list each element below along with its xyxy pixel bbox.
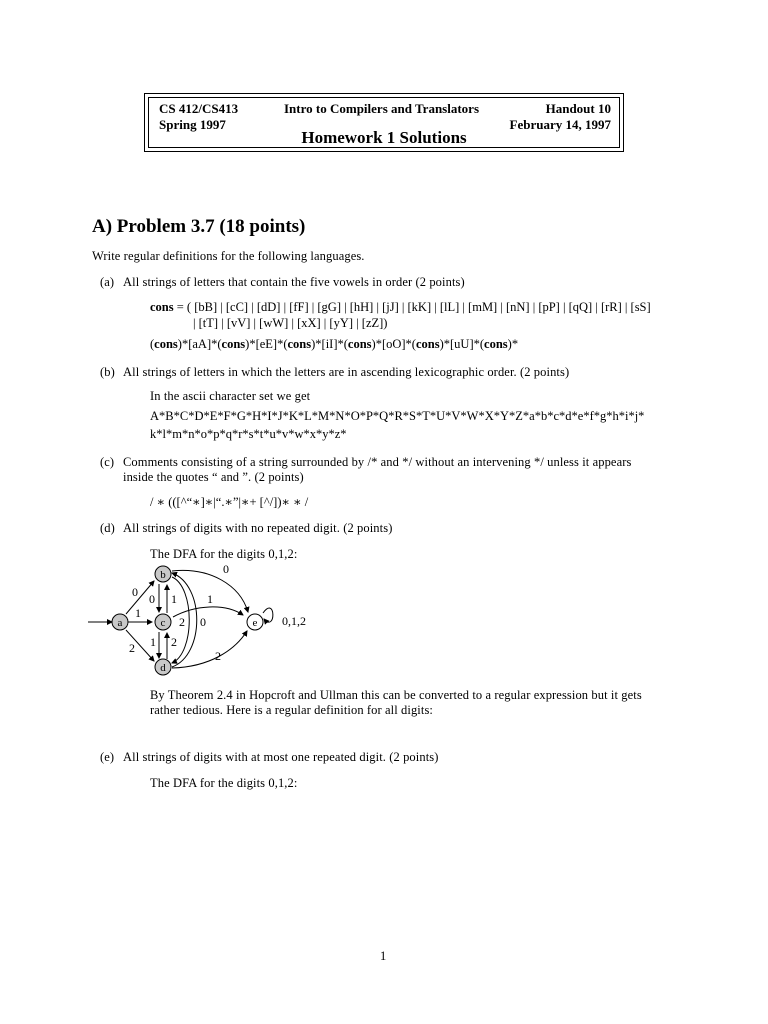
state-label: a bbox=[117, 617, 123, 629]
vowel-expression bbox=[150, 337, 518, 352]
edge-label: 2 bbox=[215, 649, 221, 663]
part-c-text-line2: inside the quotes “ and ”. (2 points) bbox=[123, 470, 304, 484]
part-b-note: In the ascii character set we get bbox=[150, 389, 311, 403]
part-d-label: (d) bbox=[100, 521, 115, 535]
part-d-after-line1: By Theorem 2.4 in Hopcroft and Ullman this can be converted to a regular expression but it gets bbox=[150, 688, 642, 702]
part-e-dfa-caption: The DFA for the digits 0,1,2: bbox=[150, 776, 298, 790]
part-e-label: (e) bbox=[100, 750, 115, 764]
edge-label: 0 bbox=[200, 615, 206, 629]
expr-piece: )*[aA]*( bbox=[177, 337, 222, 351]
state-label: b bbox=[160, 569, 166, 581]
edge-d-e bbox=[172, 631, 247, 668]
cons-name: cons bbox=[150, 300, 174, 314]
expr-cons: cons bbox=[347, 337, 372, 351]
edge-label: 1 bbox=[150, 635, 156, 649]
part-b-text: All strings of letters in which the letters are in ascending lexicographic order. (2 points) bbox=[123, 365, 570, 379]
header-box bbox=[144, 93, 624, 152]
part-a-text: All strings of letters that contain the five vowels in order (2 points) bbox=[123, 275, 465, 289]
state-label: d bbox=[160, 662, 166, 674]
edge-label: 0,1,2 bbox=[282, 614, 306, 628]
term: Spring 1997 bbox=[159, 117, 226, 132]
dfa-diagram bbox=[80, 555, 340, 680]
edge-label: 1 bbox=[171, 592, 177, 606]
edge-label: 2 bbox=[179, 615, 185, 629]
expr-piece: )*[iI]*( bbox=[311, 337, 348, 351]
handout-number: Handout 10 bbox=[545, 101, 611, 116]
document-title: Homework 1 Solutions bbox=[301, 128, 467, 147]
edge-label: 2 bbox=[171, 635, 177, 649]
expr-piece: )*[oO]*( bbox=[371, 337, 416, 351]
course-title: Intro to Compilers and Translators bbox=[284, 101, 480, 116]
edge-label: 0 bbox=[149, 592, 155, 606]
edge-e-self-loop bbox=[263, 608, 273, 622]
problem-title: A) Problem 3.7 (18 points) bbox=[92, 216, 306, 237]
part-e-text: All strings of digits with at most one repeated digit. (2 points) bbox=[123, 750, 439, 764]
part-d-after-line2: rather tedious. Here is a regular definition for all digits: bbox=[150, 703, 433, 717]
ascii-expression-line2: k*l*m*n*o*p*q*r*s*t*u*v*w*x*y*z* bbox=[150, 427, 347, 441]
edge-label: 2 bbox=[129, 641, 135, 655]
part-c-text-line1: Comments consisting of a string surrounded by /* and */ without an intervening */ unless it appears bbox=[123, 455, 632, 469]
edge-label: 0 bbox=[223, 562, 229, 576]
expr-cons: cons bbox=[287, 337, 312, 351]
page-number: 1 bbox=[380, 949, 387, 963]
problem-intro: Write regular definitions for the following languages. bbox=[92, 249, 365, 263]
edge-label: 0 bbox=[132, 585, 138, 599]
expr-piece: )* bbox=[507, 337, 519, 351]
expr-piece: ( bbox=[150, 337, 155, 351]
date: February 14, 1997 bbox=[509, 117, 611, 132]
edge-label: 1 bbox=[207, 592, 213, 606]
cons-def-text: = ( [bB] | [cC] | [dD] | [fF] | [gG] | [hH] | [jJ] | [kK] | [lL] | [mM] | [nN] | [pP] | [qQ] | [rR] | [sS] bbox=[173, 300, 651, 314]
course-code: CS 412/CS413 bbox=[159, 101, 239, 116]
part-a-label: (a) bbox=[100, 275, 115, 289]
part-d-text: All strings of digits with no repeated digit. (2 points) bbox=[123, 521, 393, 535]
part-d-dfa-caption: The DFA for the digits 0,1,2: bbox=[150, 547, 298, 561]
part-c-label: (c) bbox=[100, 455, 115, 469]
state-label: e bbox=[252, 617, 258, 629]
part-b-label: (b) bbox=[100, 365, 115, 379]
expr-cons: cons bbox=[415, 337, 440, 351]
header-inner-frame bbox=[148, 97, 620, 148]
comment-expression: / ∗ (([^“∗]∗|“.∗”|∗+ [^/])∗ ∗ / bbox=[150, 495, 309, 509]
cons-definition-line2: | [tT] | [vV] | [wW] | [xX] | [yY] | [zZ]) bbox=[193, 316, 388, 330]
edge-label: 1 bbox=[135, 606, 141, 620]
expr-piece: )*[uU]*( bbox=[439, 337, 485, 351]
expr-cons: cons bbox=[154, 337, 178, 351]
cons-definition-line1 bbox=[150, 300, 651, 315]
ascii-expression-line1: A*B*C*D*E*F*G*H*I*J*K*L*M*N*O*P*Q*R*S*T*U*V*W*X*Y*Z*a*b*c*d*e*f*g*h*i*j* bbox=[150, 409, 645, 423]
state-label: c bbox=[160, 617, 166, 629]
expr-cons: cons bbox=[221, 337, 246, 351]
expr-piece: )*[eE]*( bbox=[245, 337, 288, 351]
expr-cons: cons bbox=[484, 337, 508, 351]
